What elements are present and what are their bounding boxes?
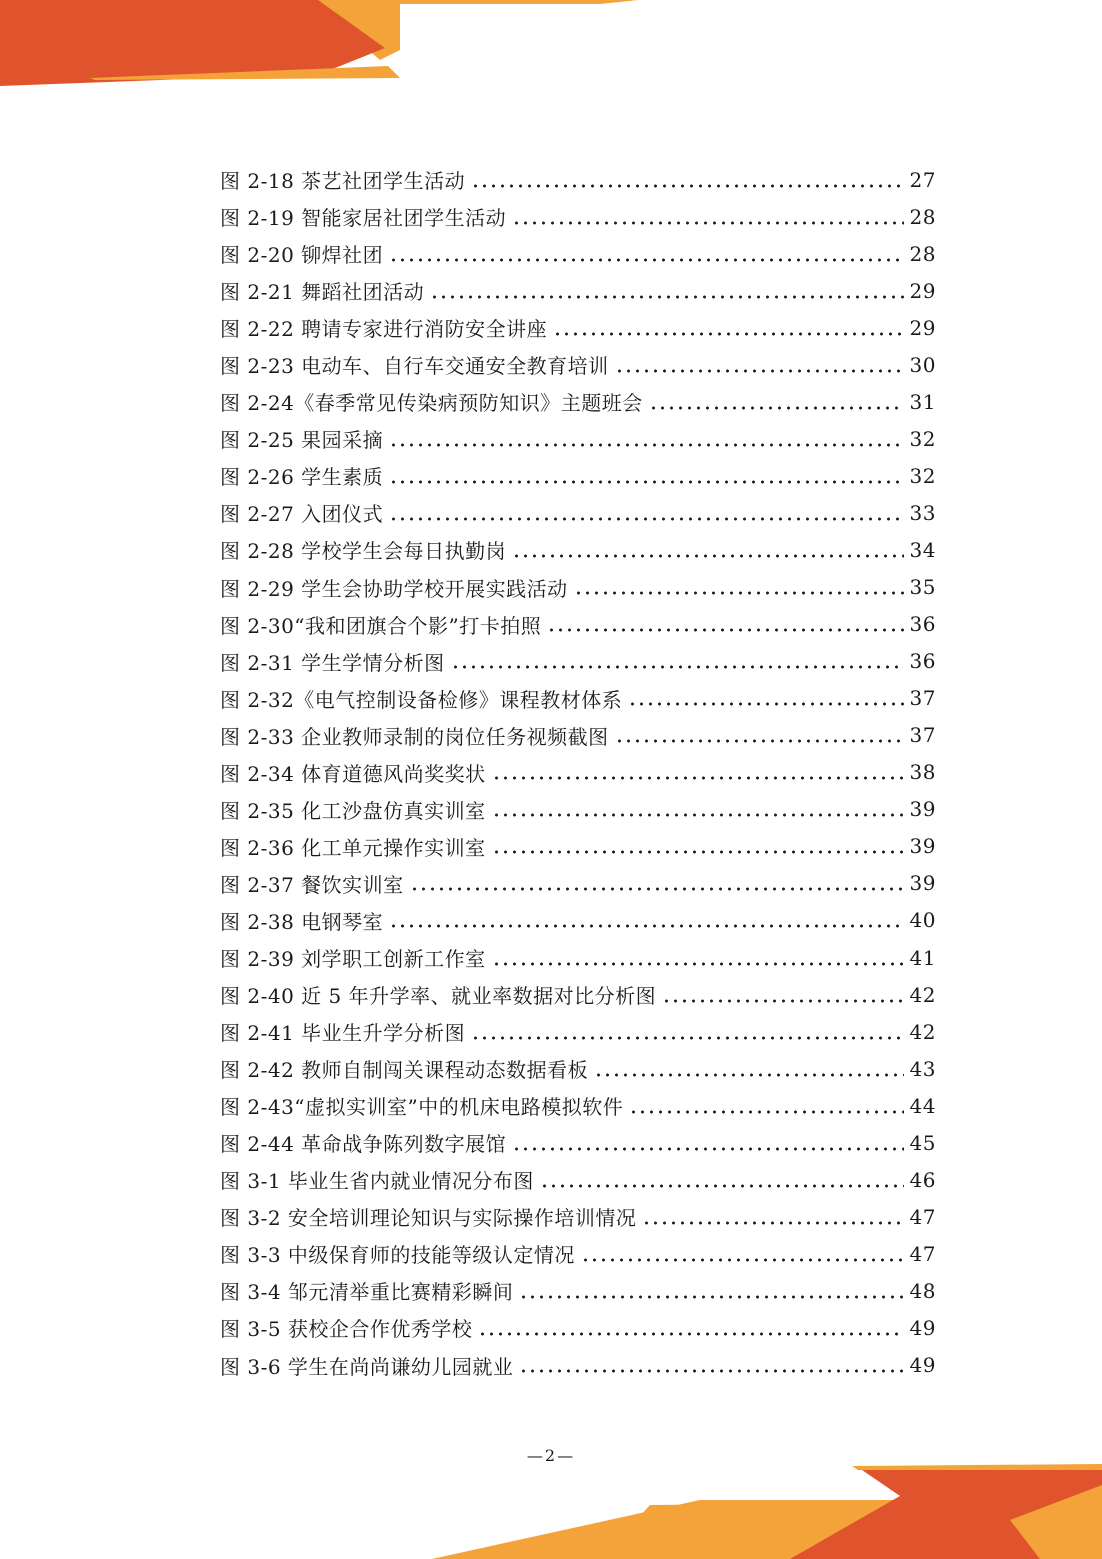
toc-entry-page: 38 — [909, 760, 936, 785]
toc-entry[interactable] — [220, 161, 936, 198]
toc-entry[interactable] — [220, 865, 936, 902]
toc-entry-label: 图 2-33 企业教师录制的岗位任务视频截图 — [220, 724, 609, 749]
dot-leader — [512, 1133, 903, 1153]
dot-leader — [519, 1355, 903, 1375]
toc-entry-page: 47 — [909, 1204, 936, 1229]
toc-entry-label: 图 2-44 革命战争陈列数字展馆 — [220, 1132, 507, 1157]
toc-entry-label: 图 3-2 安全培训理论知识与实际操作培训情况 — [220, 1206, 637, 1231]
dot-leader — [615, 355, 904, 375]
toc-entry-label: 图 2-35 化工沙盘仿真实训室 — [220, 798, 486, 823]
dot-leader — [492, 948, 904, 968]
toc-entry[interactable] — [220, 420, 936, 457]
bottom-amber-corner — [1010, 1485, 1102, 1559]
toc-entry-page: 27 — [909, 167, 936, 192]
toc-entry-label: 图 2-23 电动车、自行车交通安全教育培训 — [220, 354, 609, 379]
toc-entry[interactable] — [220, 346, 936, 383]
toc-entry-page: 29 — [909, 278, 936, 303]
dot-leader — [389, 429, 903, 449]
toc-entry-page: 34 — [909, 537, 936, 562]
dot-leader — [615, 725, 904, 745]
dot-leader — [430, 281, 903, 301]
figure-list — [220, 161, 936, 1384]
toc-entry[interactable] — [220, 1013, 936, 1050]
dot-leader — [492, 762, 904, 782]
toc-entry[interactable] — [220, 1124, 936, 1161]
toc-entry[interactable] — [220, 1272, 936, 1309]
toc-entry[interactable] — [220, 976, 936, 1013]
dot-leader — [547, 614, 903, 634]
toc-entry-label: 图 2-38 电钢琴室 — [220, 909, 384, 934]
toc-entry-label: 图 2-20 铆焊社团 — [220, 243, 384, 268]
dot-leader — [512, 540, 903, 560]
page-number: —2— — [526, 1446, 576, 1465]
bottom-amber-wedge — [600, 1503, 860, 1559]
toc-entry-page: 28 — [909, 204, 936, 229]
toc-entry-label: 图 3-5 获校企合作优秀学校 — [220, 1317, 473, 1342]
toc-entry-page: 44 — [909, 1093, 936, 1118]
toc-entry[interactable] — [220, 1198, 936, 1235]
toc-entry[interactable] — [220, 902, 936, 939]
toc-entry-page: 47 — [909, 1241, 936, 1266]
dot-leader — [519, 1281, 903, 1301]
dot-leader — [451, 651, 904, 671]
toc-entry[interactable] — [220, 383, 936, 420]
toc-entry[interactable] — [220, 494, 936, 531]
toc-entry-label: 图 2-18 茶艺社团学生活动 — [220, 169, 466, 194]
toc-entry-label: 图 2-39 刘学职工创新工作室 — [220, 947, 486, 971]
toc-entry-label: 图 2-37 餐饮实训室 — [220, 872, 404, 897]
toc-entry[interactable] — [220, 1347, 936, 1384]
toc-entry[interactable] — [220, 717, 936, 754]
toc-entry-page: 29 — [909, 315, 936, 340]
toc-entry-label: 图 3-3 中级保育师的技能等级认定情况 — [220, 1243, 575, 1268]
toc-entry-page: 37 — [909, 723, 936, 748]
toc-entry[interactable] — [220, 680, 936, 717]
toc-entry-label: 图 2-36 化工单元操作实训室 — [220, 835, 486, 860]
dot-leader — [662, 985, 903, 1005]
toc-entry-page: 36 — [909, 612, 936, 637]
toc-entry[interactable] — [220, 791, 936, 828]
toc-entry[interactable] — [220, 1050, 936, 1087]
toc-entry[interactable] — [220, 1087, 936, 1124]
dot-leader — [649, 392, 904, 412]
toc-entry-page: 39 — [909, 871, 936, 896]
toc-entry[interactable] — [220, 828, 936, 865]
toc-entry-label: 图 2-26 学生素质 — [220, 465, 384, 490]
toc-entry-label: 图 2-34 体育道德风尚奖奖状 — [220, 761, 486, 786]
dot-leader — [410, 873, 904, 893]
toc-entry-page: 41 — [909, 945, 936, 970]
toc-entry[interactable] — [220, 643, 936, 680]
dot-leader — [389, 466, 903, 486]
toc-entry-page: 39 — [909, 797, 936, 822]
dot-leader — [512, 207, 903, 227]
dot-leader — [574, 577, 904, 597]
toc-entry-page: 48 — [909, 1278, 936, 1303]
toc-entry-label: 图 2-32《电气控制设备检修》课程教材体系 — [220, 687, 623, 712]
top-red-banner — [0, 0, 385, 86]
toc-entry-label: 图 2-41 毕业生升学分析图 — [220, 1021, 466, 1046]
toc-entry-label: 图 2-43“虚拟实训室”中的机床电路模拟软件 — [220, 1095, 624, 1120]
toc-entry[interactable] — [220, 531, 936, 568]
top-amber-stripe — [90, 66, 400, 80]
toc-entry-page: 28 — [909, 241, 936, 266]
dot-leader — [581, 1244, 904, 1264]
toc-entry-label: 图 2-22 聘请专家进行消防安全讲座 — [220, 317, 548, 342]
toc-entry-label: 图 2-19 智能家居社团学生活动 — [220, 206, 507, 231]
toc-entry-page: 39 — [909, 834, 936, 859]
toc-entry-label: 图 2-27 入团仪式 — [220, 502, 384, 527]
dot-leader — [389, 244, 903, 264]
toc-entry-page: 32 — [909, 463, 936, 488]
toc-entry[interactable] — [220, 569, 936, 606]
dot-leader — [553, 318, 903, 338]
dot-leader — [478, 1318, 903, 1338]
toc-entry-page: 45 — [909, 1130, 936, 1155]
toc-entry-page: 43 — [909, 1056, 936, 1081]
dot-leader — [629, 1096, 903, 1116]
dot-leader — [492, 799, 904, 819]
dot-leader — [471, 1022, 903, 1042]
bottom-amber-block — [432, 1500, 900, 1559]
dot-leader — [540, 1170, 904, 1190]
dot-leader — [389, 910, 903, 930]
toc-entry-label: 图 2-29 学生会协助学校开展实践活动 — [220, 576, 568, 601]
dot-leader — [492, 836, 904, 856]
toc-entry-label: 图 3-1 毕业生省内就业情况分布图 — [220, 1169, 534, 1194]
toc-entry-label: 图 2-31 学生学情分析图 — [220, 650, 445, 675]
toc-entry[interactable] — [220, 198, 936, 235]
toc-entry-page: 46 — [909, 1167, 936, 1192]
toc-entry-page: 31 — [909, 389, 936, 414]
toc-entry-page: 42 — [909, 982, 936, 1007]
dot-leader — [594, 1059, 903, 1079]
toc-entry-label: 图 2-40 近 5 年升学率、就业率数据对比分析图 — [220, 984, 657, 1009]
toc-entry[interactable] — [220, 457, 936, 494]
toc-entry-label: 图 3-6 学生在尚尚谦幼儿园就业 — [220, 1354, 514, 1379]
dot-leader — [389, 503, 903, 523]
toc-entry-label: 图 2-42 教师自制闯关课程动态数据看板 — [220, 1058, 589, 1083]
toc-entry[interactable] — [220, 309, 936, 346]
toc-entry-label: 图 2-24《春季常见传染病预防知识》主题班会 — [220, 391, 643, 416]
top-amber-wedge — [310, 0, 400, 60]
toc-entry[interactable] — [220, 272, 936, 309]
toc-entry[interactable] — [220, 1309, 936, 1346]
toc-entry-label: 图 2-25 果园采摘 — [220, 428, 384, 453]
toc-entry[interactable] — [220, 606, 936, 643]
toc-entry-page: 49 — [909, 1353, 936, 1378]
toc-entry[interactable] — [220, 1161, 936, 1198]
toc-entry-page: 42 — [909, 1019, 936, 1044]
toc-entry-label: 图 2-21 舞蹈社团活动 — [220, 280, 425, 305]
toc-entry[interactable] — [220, 235, 936, 272]
toc-entry-page: 35 — [909, 575, 936, 600]
toc-entry-page: 32 — [909, 426, 936, 451]
toc-entry-page: 33 — [909, 500, 936, 525]
toc-entry[interactable] — [220, 754, 936, 791]
toc-entry[interactable] — [220, 939, 936, 976]
toc-entry-page: 30 — [909, 352, 936, 377]
toc-entry-page: 40 — [909, 908, 936, 933]
toc-entry[interactable] — [220, 1235, 936, 1272]
bottom-red-banner — [790, 1470, 1102, 1559]
dot-leader — [642, 1207, 903, 1227]
toc-entry-page: 37 — [909, 686, 936, 711]
toc-entry-page: 36 — [909, 649, 936, 674]
dot-leader — [628, 688, 903, 708]
top-amber-band — [0, 0, 638, 4]
dot-leader — [471, 170, 903, 190]
toc-entry-label: 图 2-30“我和团旗合个影”打卡拍照 — [220, 613, 542, 638]
toc-entry-label: 图 3-4 邹元清举重比赛精彩瞬间 — [220, 1280, 514, 1305]
toc-entry-label: 图 2-28 学校学生会每日执勤岗 — [220, 539, 507, 564]
toc-entry-page: 49 — [909, 1315, 936, 1340]
